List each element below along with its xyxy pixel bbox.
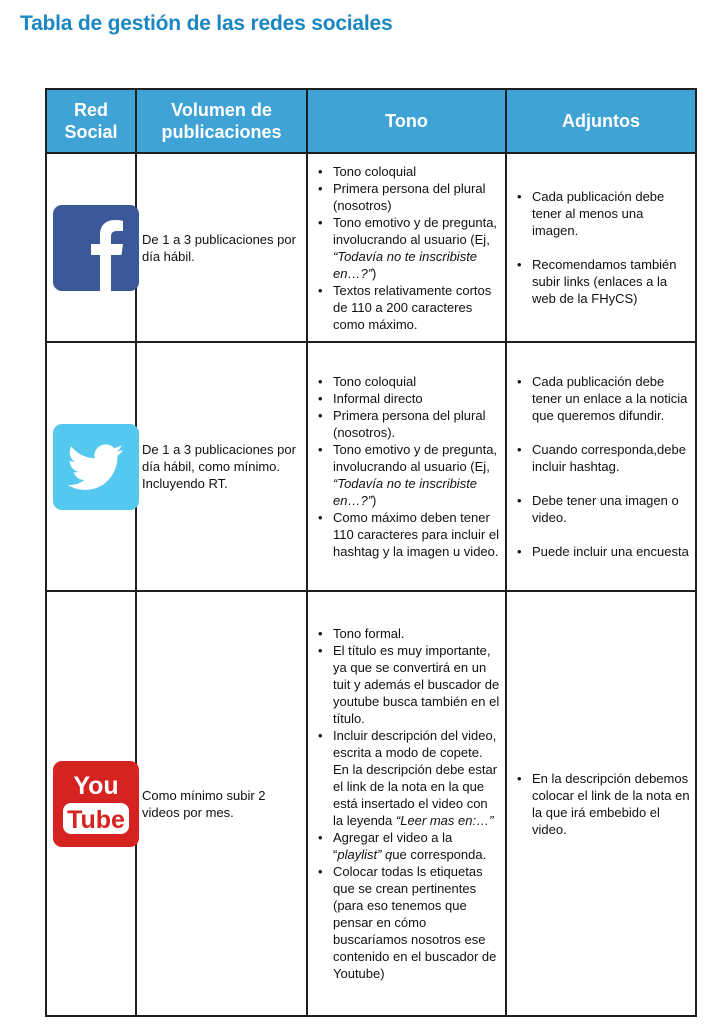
list-item: • Debe tener una imagen o video.: [512, 492, 690, 526]
list-item: • Puede incluir una encuesta: [512, 543, 690, 560]
table-row-youtube: [46, 591, 696, 1016]
network-cell: [46, 153, 136, 342]
list-item: • Recomendamos también subir links (enlaces a la web de la FHyCS): [512, 256, 690, 307]
list-item: • Incluir descripción del video, escrita a modo de copete. En la descripción debe estar el link de la nota en la que está insertado el video con la leyenda “Leer mas en:…”: [313, 727, 500, 829]
list-item: • Tono coloquial: [313, 373, 500, 390]
list-item: • Como máximo deben tener 110 caracteres para incluir el hashtag y la imagen u video.: [313, 509, 500, 560]
tone-cell: [307, 591, 506, 1016]
twitter-logo-icon: [53, 424, 139, 510]
list-item: • Cada publicación debe tener un enlace a la noticia que queremos difundir.: [512, 373, 690, 424]
youtube-logo-icon: [53, 761, 139, 847]
table-row-twitter: [46, 342, 696, 591]
facebook-logo-icon: [53, 205, 139, 291]
attachments-list: [512, 770, 690, 838]
list-item: • Agregar el video a la “playlist” que corresponda.: [313, 829, 500, 863]
volume-cell: Como mínimo subir 2 videos por mes.: [136, 591, 307, 1016]
list-item: • Colocar todas ls etiquetas que se crean pertinentes (para eso tenemos que pensar en cómo buscaríamos nosotros ese contenido en el buscador de Youtube): [313, 863, 500, 982]
network-cell: [46, 342, 136, 591]
tone-list: [313, 625, 500, 982]
page-title: Tabla de gestión de las redes sociales: [20, 12, 393, 35]
svg-text:You: You: [73, 771, 119, 800]
attachments-list: [512, 373, 690, 560]
social-media-table: [45, 88, 697, 1017]
list-item: • Primera persona del plural (nosotros).: [313, 407, 500, 441]
network-cell: [46, 591, 136, 1016]
header-volumen: Volumen de publicaciones: [136, 89, 307, 153]
list-item: • En la descripción debemos colocar el link de la nota en la que irá embebido el video.: [512, 770, 690, 838]
list-item: • Cuando corresponda,debe incluir hashtag.: [512, 441, 690, 475]
list-item: • Cada publicación debe tener al menos una imagen.: [512, 188, 690, 239]
attachments-cell: [506, 153, 696, 342]
list-item: • Tono emotivo y de pregunta, involucrando al usuario (Ej, “Todavía no te inscribiste en…?”): [313, 214, 500, 282]
list-item: • Tono formal.: [313, 625, 500, 642]
tone-cell: [307, 342, 506, 591]
list-item: • Primera persona del plural (nosotros): [313, 180, 500, 214]
attachments-cell: [506, 342, 696, 591]
attachments-list: [512, 188, 690, 307]
header-row: [46, 89, 696, 153]
list-item: • Textos relativamente cortos de 110 a 200 caracteres como máximo.: [313, 282, 500, 333]
volume-cell: De 1 a 3 publicaciones por día hábil.: [136, 153, 307, 342]
svg-text:Tube: Tube: [67, 805, 125, 834]
header-red-social: Red Social: [46, 89, 136, 153]
tone-list: [313, 163, 500, 333]
header-adjuntos: Adjuntos: [506, 89, 696, 153]
list-item: • El título es muy importante, ya que se convertirá en un tuit y además el buscador de youtube busca también en el título.: [313, 642, 500, 727]
list-item: • Tono emotivo y de pregunta, involucrando al usuario (Ej, “Todavía no te inscribiste en…?”): [313, 441, 500, 509]
list-item: • Informal directo: [313, 390, 500, 407]
table-row-facebook: [46, 153, 696, 342]
volume-cell: De 1 a 3 publicaciones por día hábil, como mínimo. Incluyendo RT.: [136, 342, 307, 591]
tone-cell: [307, 153, 506, 342]
tone-list: [313, 373, 500, 560]
header-tono: Tono: [307, 89, 506, 153]
attachments-cell: [506, 591, 696, 1016]
list-item: • Tono coloquial: [313, 163, 500, 180]
